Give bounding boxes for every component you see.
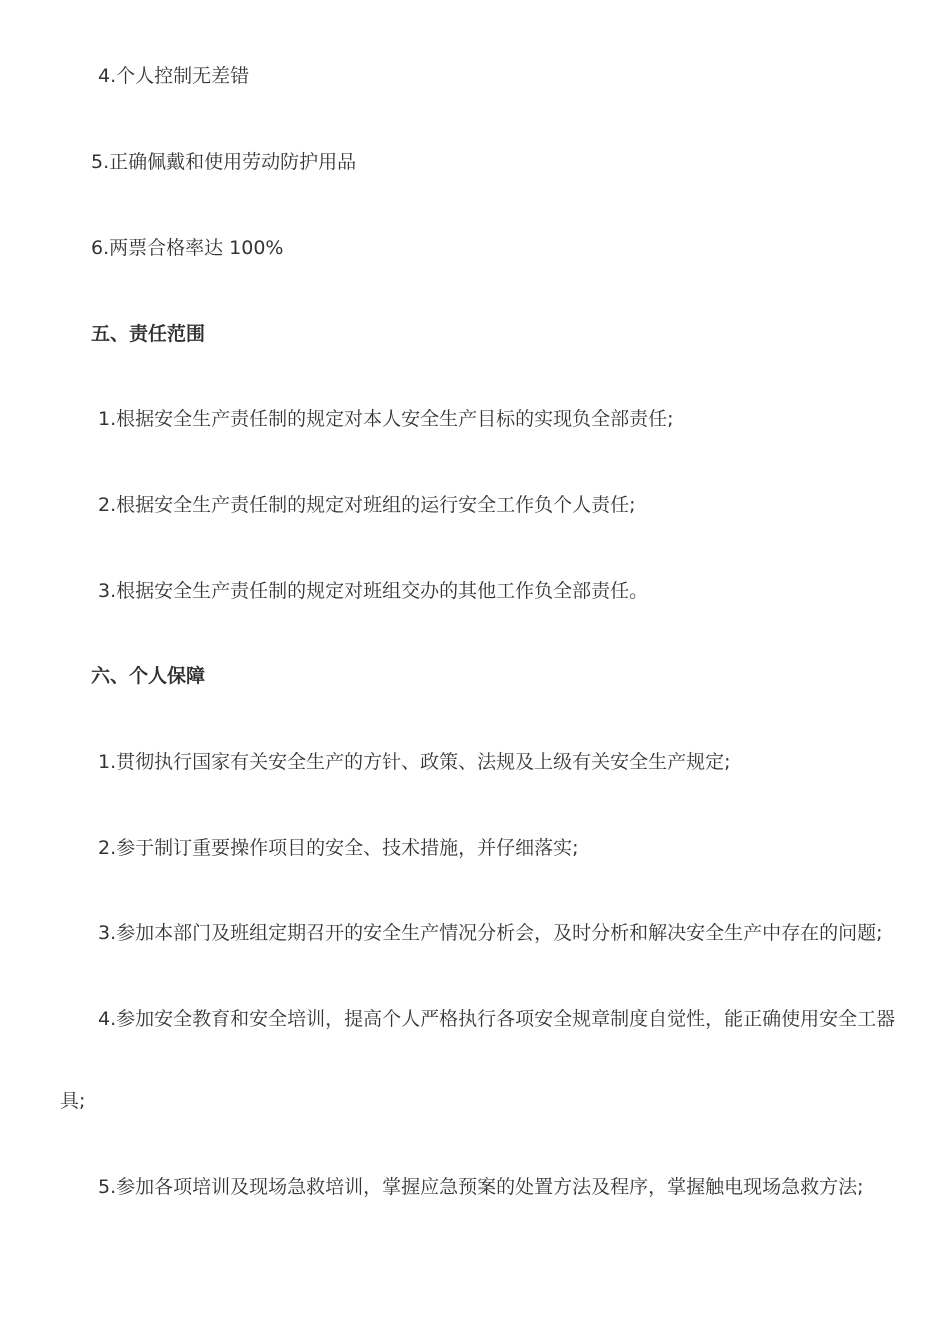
goal-item-6: 6.两票合格率达 100% [91, 237, 284, 259]
guarantee-item-3: 3.参加本部门及班组定期召开的安全生产情况分析会，及时分析和解决安全生产中存在的问题; [98, 922, 883, 944]
section-heading-responsibility-scope: 五、责任范围 [91, 323, 206, 345]
guarantee-item-4-continuation: 具; [60, 1090, 86, 1112]
guarantee-item-5: 5.参加各项培训及现场急救培训，掌握应急预案的处置方法及程序，掌握触电现场急救方法; [98, 1176, 864, 1198]
responsibility-item-3: 3.根据安全生产责任制的规定对班组交办的其他工作负全部责任。 [98, 580, 649, 602]
guarantee-item-2: 2.参于制订重要操作项目的安全、技术措施，并仔细落实; [98, 837, 579, 859]
responsibility-item-1: 1.根据安全生产责任制的规定对本人安全生产目标的实现负全部责任; [98, 408, 674, 430]
section-heading-personal-guarantee: 六、个人保障 [91, 665, 206, 687]
responsibility-item-2: 2.根据安全生产责任制的规定对班组的运行安全工作负个人责任; [98, 494, 636, 516]
goal-item-4: 4.个人控制无差错 [98, 65, 250, 87]
guarantee-item-4: 4.参加安全教育和安全培训，提高个人严格执行各项安全规章制度自觉性，能正确使用安全工器 [98, 1008, 896, 1030]
goal-item-5: 5.正确佩戴和使用劳动防护用品 [91, 151, 357, 173]
guarantee-item-1: 1.贯彻执行国家有关安全生产的方针、政策、法规及上级有关安全生产规定; [98, 751, 731, 773]
